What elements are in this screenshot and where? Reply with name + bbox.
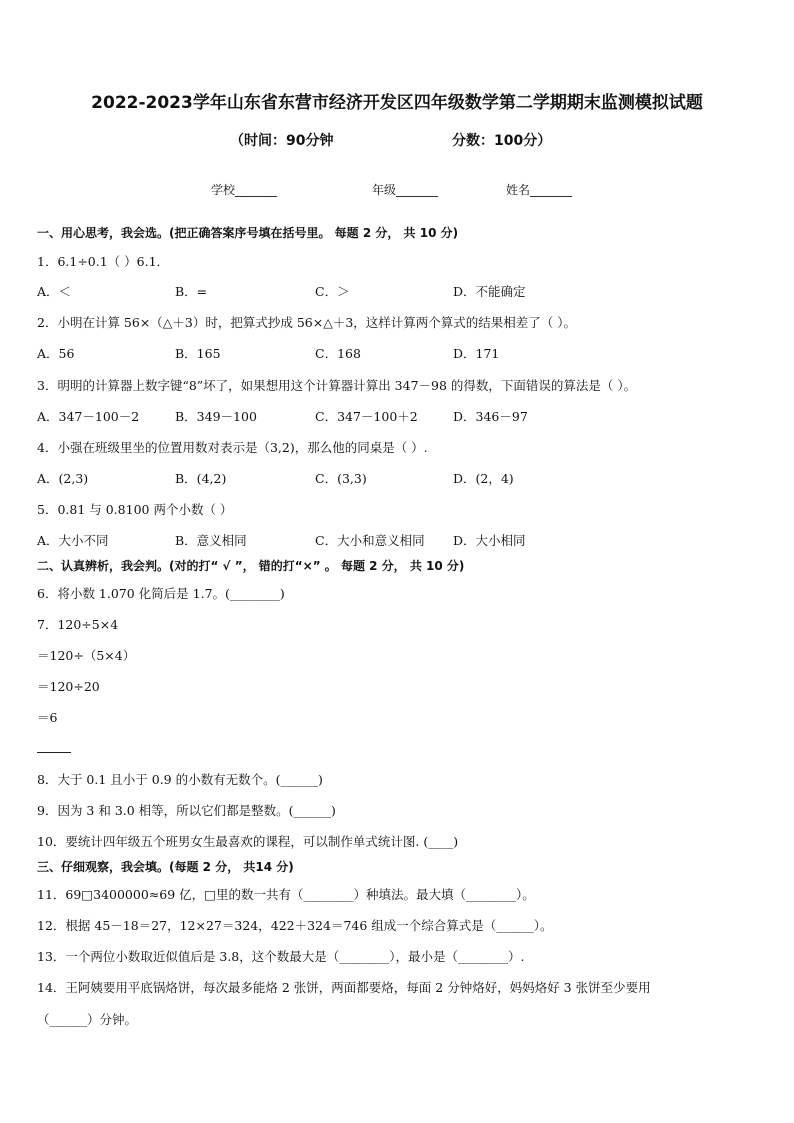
q2-option-a[interactable]: A．56 [37,346,75,361]
question-14-continued: （______）分钟。 [37,1012,138,1027]
q3-option-c[interactable]: C．347－100＋2 [315,409,418,424]
q1-option-a[interactable]: A．＜ [37,284,72,299]
question-14: 14．王阿姨要用平底锅烙饼，每次最多能烙 2 张饼，两面都要烙，每面 2 分钟烙好，妈妈烙好 3 张饼至少要用 [37,980,651,995]
q5-option-a[interactable]: A．大小不同 [37,533,109,548]
section-2-heading: 二、认真辨析，我会判。(对的打“ √ ”， 错的打“×” 。 每题 2 分， 共 10 分) [37,559,465,573]
page-title: 2022-2023学年山东省东营市经济开发区四年级数学第二学期期末监测模拟试题 [91,93,703,113]
q3-option-a[interactable]: A．347－100－2 [37,409,140,424]
question-5: 5．0.81 与 0.8100 两个小数（ ） [37,502,233,517]
question-4: 4．小强在班级里坐的位置用数对表示是（3,2)，那么他的同桌是（ ）. [37,440,428,455]
question-11: 11．69□3400000≈69 亿，□里的数一共有（________）种填法。最大填（________）。 [37,887,535,902]
section-3-heading: 三、仔细观察，我会填。(每题 2 分， 共14 分) [37,860,294,874]
q2-option-d[interactable]: D．171 [453,346,500,361]
question-9: 9．因为 3 和 3.0 相等，所以它们都是整数。(______) [37,803,336,818]
answer-blank[interactable] [37,752,71,753]
school-field[interactable]: 学校_______ [211,183,278,197]
q4-option-a[interactable]: A．(2,3) [37,471,89,486]
question-7: 7．120÷5×4 [37,617,119,632]
q4-option-d[interactable]: D．(2，4) [453,471,514,486]
question-8: 8．大于 0.1 且小于 0.9 的小数有无数个。(______) [37,772,323,787]
q2-option-b[interactable]: B．165 [175,346,221,361]
q3-option-d[interactable]: D．346－97 [453,409,528,424]
q5-option-b[interactable]: B．意义相同 [175,533,247,548]
q5-option-d[interactable]: D．大小相同 [453,533,526,548]
q5-option-c[interactable]: C．大小和意义相同 [315,533,425,548]
question-12: 12．根据 45－18＝27，12×27＝324，422＋324＝746 组成一个综合算式是（______）。 [37,918,553,933]
question-3: 3．明明的计算器上数字键“8”坏了，如果想用这个计算器计算出 347－98 的得数，下面错误的算法是（ ）。 [37,378,637,393]
section-1-heading: 一、用心思考，我会选。(把正确答案序号填在括号里。 每题 2 分， 共 10 分) [37,226,459,240]
time-label: （时间：90分钟 [230,133,334,149]
grade-field[interactable]: 年级_______ [372,183,439,197]
question-6: 6．将小数 1.070 化简后是 1.7。(________) [37,586,285,601]
q1-option-d[interactable]: D．不能确定 [453,284,526,299]
name-field[interactable]: 姓名_______ [506,183,573,197]
q1-option-c[interactable]: C．＞ [315,284,350,299]
score-label: 分数：100分） [452,133,552,149]
q2-option-c[interactable]: C．168 [315,346,361,361]
q1-option-b[interactable]: B．= [175,284,208,299]
question-2: 2．小明在计算 56×（△＋3）时，把算式抄成 56×△＋3，这样计算两个算式的结果相差了（ ）。 [37,315,577,330]
question-10: 10．要统计四年级五个班男女生最喜欢的课程，可以制作单式统计图. (____) [37,834,459,849]
question-7-step-2: ＝120÷20 [37,679,100,694]
q3-option-b[interactable]: B．349－100 [175,409,257,424]
question-13: 13．一个两位小数取近似值后是 3.8，这个数最大是（________），最小是（________）. [37,949,525,964]
question-1: 1．6.1÷0.1（ ）6.1． [37,254,170,269]
question-7-step-1: ＝120÷（5×4） [37,648,136,663]
q4-option-b[interactable]: B．(4,2) [175,471,227,486]
q4-option-c[interactable]: C．(3,3) [315,471,367,486]
question-7-step-3: ＝6 [37,710,58,725]
